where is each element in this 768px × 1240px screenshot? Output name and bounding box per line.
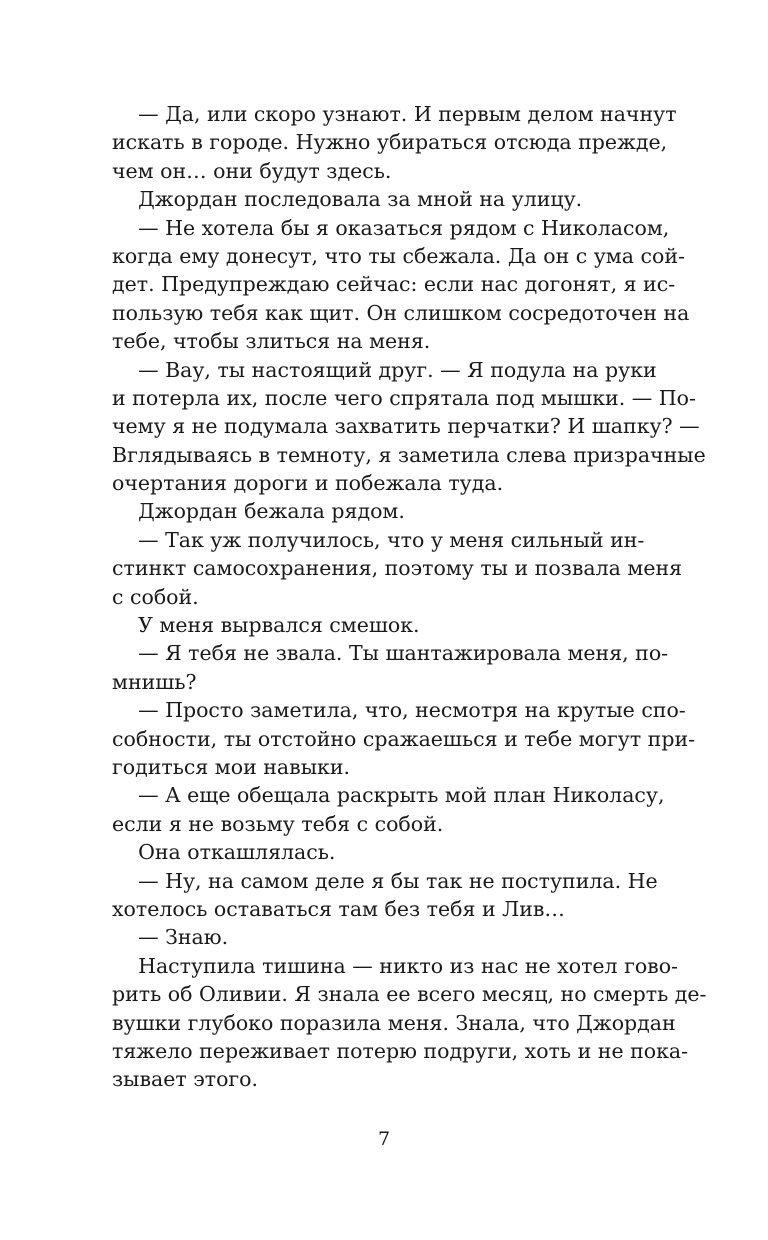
text-line: — Ну, на самом деле я бы так не поступила. Не — [112, 868, 658, 893]
text-line: когда ему донесут, что ты сбежала. Да он с ума сой- — [112, 243, 685, 268]
text-line: — А еще обещала раскрыть мой план Николасу, — [112, 783, 665, 808]
text-line: стинкт самосохранения, поэтому ты и позвала меня — [112, 556, 683, 581]
text-line: чему я не подумала захватить перчатки? И шапку? — — [112, 414, 700, 439]
text-line: дет. Предупреждаю сейчас: если нас догонят, я ис- — [112, 272, 676, 297]
text-line: рить об Оливии. Я знала ее всего месяц, но смерть де- — [112, 982, 707, 1007]
text-line: очертания дороги и побежала туда. — [112, 471, 504, 496]
body-text — [112, 100, 707, 1094]
text-line: вушки глубоко поразила меня. Знала, что Джордан — [112, 1010, 676, 1035]
text-line: если я не возьму тебя с собой. — [112, 811, 444, 836]
text-line: чем он… они будут здесь. — [112, 158, 392, 183]
text-line: — Так уж получилось, что у меня сильный ин- — [112, 527, 645, 552]
text-line: тяжело переживает потерю подруги, хоть и не пока- — [112, 1038, 689, 1063]
text-line: — Знаю. — [112, 925, 229, 950]
text-line: У меня вырвался смешок. — [112, 613, 420, 638]
text-line: годиться мои навыки. — [112, 754, 351, 779]
text-line: Джордан последовала за мной на улицу. — [112, 187, 583, 212]
text-line: — Вау, ты настоящий друг. — Я подула на руки — [112, 357, 657, 382]
text-line: собности, ты отстойно сражаешься и тебе могут при- — [112, 726, 696, 751]
text-line: — Не хотела бы я оказаться рядом с Николасом, — [112, 215, 670, 240]
text-line: искать в городе. Нужно убираться отсюда прежде, — [112, 130, 668, 155]
text-line: Она откашлялась. — [112, 840, 336, 865]
text-line: мнишь? — [112, 669, 197, 694]
text-line: пользую тебя как щит. Он слишком сосредоточен на — [112, 300, 690, 325]
text-line: с собой. — [112, 584, 199, 609]
page-number: 7 — [377, 1128, 391, 1150]
text-line: — Я тебя не звала. Ты шантажировала меня, по- — [112, 641, 669, 666]
text-line: — Просто заметила, что, несмотря на крутые спо- — [112, 698, 686, 723]
text-line: хотелось оставаться там без тебя и Лив… — [112, 896, 565, 921]
text-line: Наступила тишина — никто из нас не хотел гово- — [112, 953, 678, 978]
text-line: тебе, чтобы злиться на меня. — [112, 329, 431, 354]
text-line: Джордан бежала рядом. — [112, 499, 405, 524]
text-line: зывает этого. — [112, 1067, 259, 1092]
text-line: — Да, или скоро узнают. И первым делом начнут — [112, 102, 677, 126]
text-line: Вглядываясь в темноту, я заметила слева призрачные — [112, 442, 706, 467]
text-line: и потерла их, после чего спрятала под мышки. — По- — [112, 385, 696, 410]
